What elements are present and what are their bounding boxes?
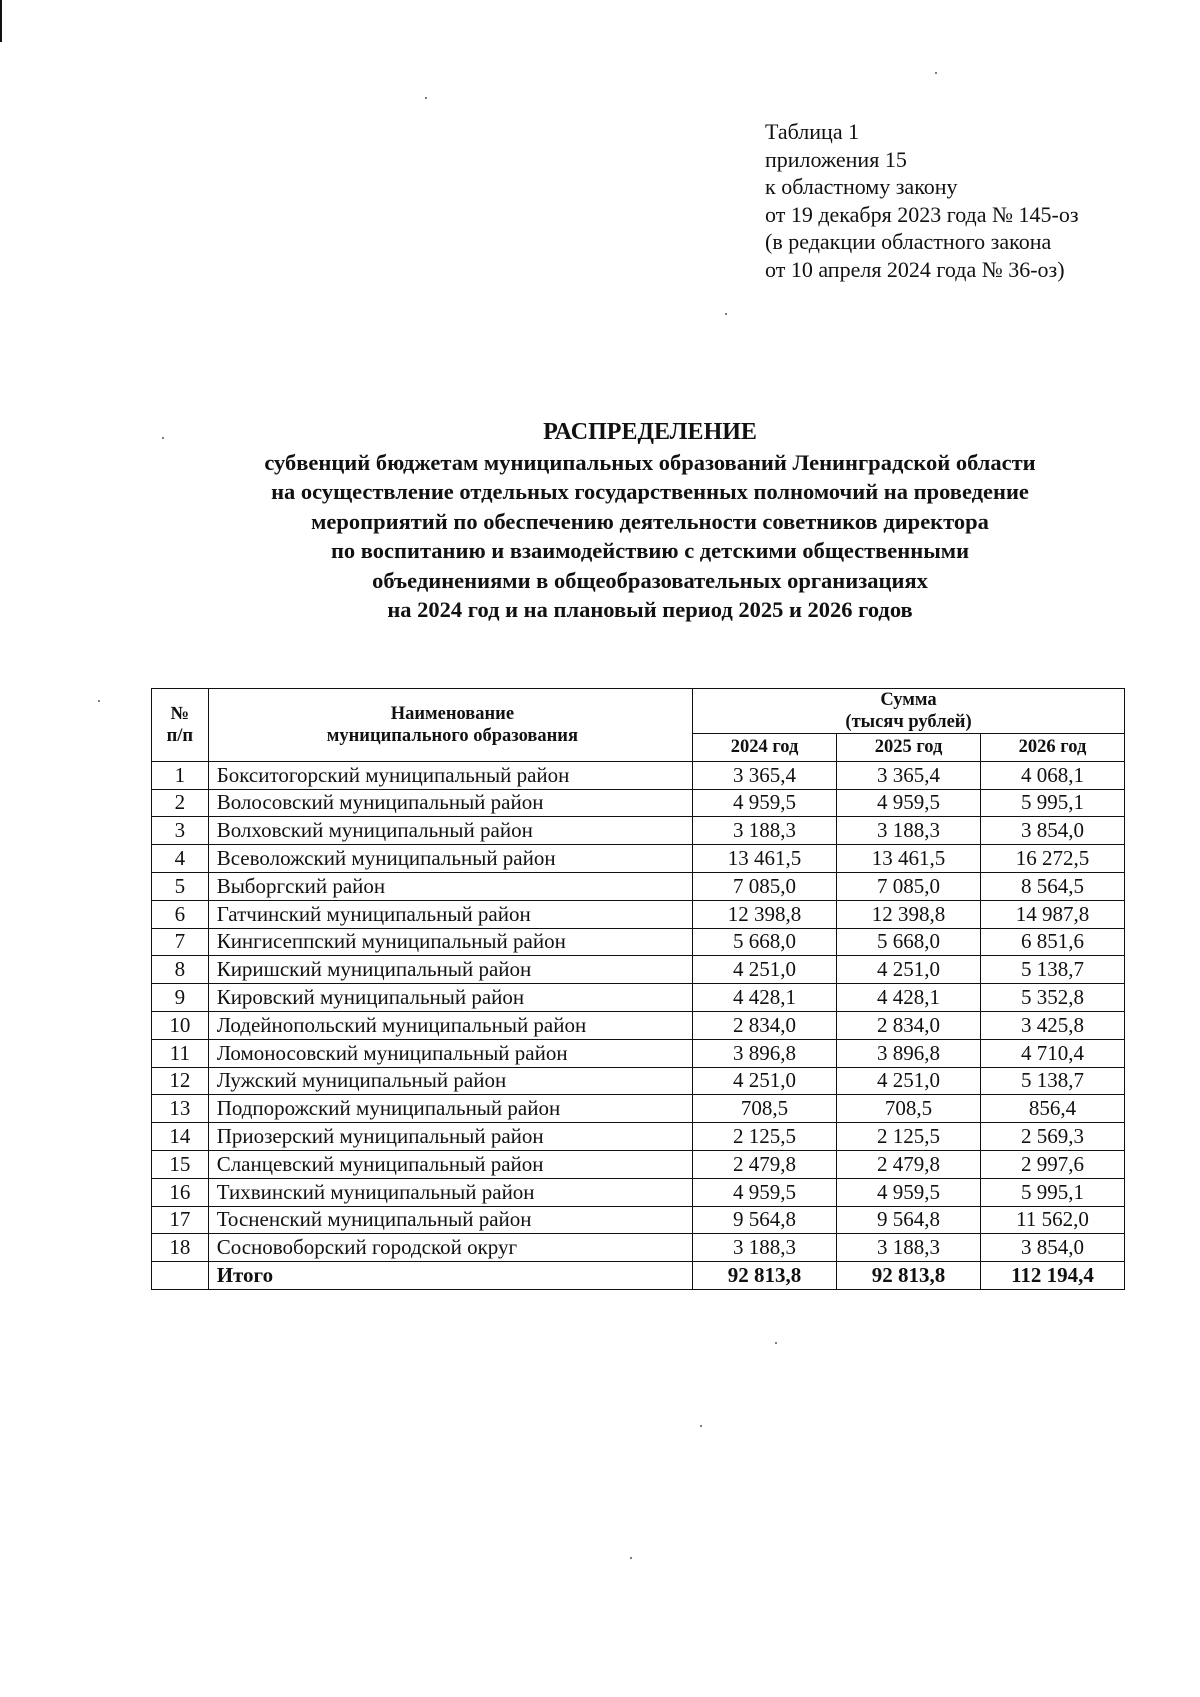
row-value-2025: 4 959,5 xyxy=(837,789,981,817)
scan-speck xyxy=(935,72,937,74)
document-title xyxy=(150,418,1150,625)
row-value-2025: 3 188,3 xyxy=(837,817,981,845)
row-value-2024: 9 564,8 xyxy=(693,1206,837,1234)
row-value-2024: 4 959,5 xyxy=(693,789,837,817)
reference-block xyxy=(765,118,1079,283)
row-value-2025: 3 365,4 xyxy=(837,761,981,789)
table-row xyxy=(152,872,1125,900)
row-value-2024: 5 668,0 xyxy=(693,928,837,956)
row-value-2026: 4 710,4 xyxy=(981,1039,1125,1067)
row-value-2025: 5 668,0 xyxy=(837,928,981,956)
row-number: 15 xyxy=(152,1150,209,1178)
table-row xyxy=(152,1039,1125,1067)
header-sum: Сумма (тысяч рублей) xyxy=(693,689,1125,734)
row-number: 12 xyxy=(152,1067,209,1095)
row-municipality: Гатчинский муниципальный район xyxy=(208,900,692,928)
row-municipality: Кингисеппский муниципальный район xyxy=(208,928,692,956)
header-year-2026: 2026 год xyxy=(981,734,1125,762)
row-value-2025: 2 479,8 xyxy=(837,1150,981,1178)
row-number: 10 xyxy=(152,1011,209,1039)
row-value-2024: 12 398,8 xyxy=(693,900,837,928)
row-value-2024: 4 251,0 xyxy=(693,956,837,984)
row-number: 18 xyxy=(152,1234,209,1262)
row-municipality: Подпорожский муниципальный район xyxy=(208,1095,692,1123)
total-2024: 92 813,8 xyxy=(693,1262,837,1290)
row-number: 5 xyxy=(152,872,209,900)
row-value-2026: 8 564,5 xyxy=(981,872,1125,900)
row-value-2026: 11 562,0 xyxy=(981,1206,1125,1234)
scan-speck xyxy=(725,313,727,315)
row-value-2025: 2 125,5 xyxy=(837,1123,981,1151)
reference-line: приложения 15 xyxy=(765,146,907,172)
row-number: 11 xyxy=(152,1039,209,1067)
total-num-cell xyxy=(152,1262,209,1290)
row-value-2025: 4 959,5 xyxy=(837,1178,981,1206)
header-year-2025: 2025 год xyxy=(837,734,981,762)
row-number: 9 xyxy=(152,984,209,1012)
table-row xyxy=(152,1095,1125,1123)
row-value-2024: 3 896,8 xyxy=(693,1039,837,1067)
total-2025: 92 813,8 xyxy=(837,1262,981,1290)
row-municipality: Кировский муниципальный район xyxy=(208,984,692,1012)
table-row xyxy=(152,1011,1125,1039)
row-value-2025: 13 461,5 xyxy=(837,845,981,873)
row-value-2025: 4 251,0 xyxy=(837,956,981,984)
title-line: на 2024 год и на плановый период 2025 и 2026 годов xyxy=(387,597,913,622)
scan-speck xyxy=(700,1425,702,1427)
row-value-2024: 2 479,8 xyxy=(693,1150,837,1178)
table-row xyxy=(152,761,1125,789)
row-value-2026: 5 352,8 xyxy=(981,984,1125,1012)
table-body xyxy=(152,761,1125,1261)
header-name: Наименование муниципального образования xyxy=(208,689,692,762)
row-value-2024: 4 959,5 xyxy=(693,1178,837,1206)
row-value-2024: 708,5 xyxy=(693,1095,837,1123)
row-value-2025: 3 896,8 xyxy=(837,1039,981,1067)
table-row xyxy=(152,1067,1125,1095)
title-line: мероприятий по обеспечению деятельности советников директора xyxy=(311,508,989,534)
total-2026: 112 194,4 xyxy=(981,1262,1125,1290)
row-number: 13 xyxy=(152,1095,209,1123)
scan-speck xyxy=(630,1557,632,1559)
row-value-2025: 4 251,0 xyxy=(837,1067,981,1095)
row-municipality: Выборгский район xyxy=(208,872,692,900)
row-value-2025: 12 398,8 xyxy=(837,900,981,928)
row-value-2025: 708,5 xyxy=(837,1095,981,1123)
row-value-2026: 5 138,7 xyxy=(981,1067,1125,1095)
scan-speck xyxy=(98,700,100,702)
row-municipality: Лужский муниципальный район xyxy=(208,1067,692,1095)
row-value-2026: 4 068,1 xyxy=(981,761,1125,789)
row-value-2024: 7 085,0 xyxy=(693,872,837,900)
table-row xyxy=(152,900,1125,928)
row-value-2024: 2 834,0 xyxy=(693,1011,837,1039)
row-value-2026: 5 138,7 xyxy=(981,956,1125,984)
title-line: субвенций бюджетам муниципальных образований Ленинградской области xyxy=(264,449,1036,475)
table-row xyxy=(152,956,1125,984)
row-municipality: Приозерский муниципальный район xyxy=(208,1123,692,1151)
row-value-2024: 13 461,5 xyxy=(693,845,837,873)
row-value-2025: 2 834,0 xyxy=(837,1011,981,1039)
row-value-2026: 5 995,1 xyxy=(981,789,1125,817)
row-number: 7 xyxy=(152,928,209,956)
row-number: 14 xyxy=(152,1123,209,1151)
row-number: 4 xyxy=(152,845,209,873)
row-value-2026: 2 569,3 xyxy=(981,1123,1125,1151)
row-value-2026: 16 272,5 xyxy=(981,845,1125,873)
row-number: 8 xyxy=(152,956,209,984)
row-number: 2 xyxy=(152,789,209,817)
row-value-2024: 4 251,0 xyxy=(693,1067,837,1095)
row-value-2024: 3 188,3 xyxy=(693,817,837,845)
row-municipality: Волховский муниципальный район xyxy=(208,817,692,845)
scan-speck xyxy=(425,97,427,99)
reference-line: (в редакции областного закона xyxy=(765,229,1052,254)
total-row xyxy=(152,1262,1125,1290)
table-row xyxy=(152,984,1125,1012)
row-value-2024: 2 125,5 xyxy=(693,1123,837,1151)
row-value-2025: 3 188,3 xyxy=(837,1234,981,1262)
table-row xyxy=(152,928,1125,956)
total-label: Итого xyxy=(208,1262,692,1290)
row-value-2026: 856,4 xyxy=(981,1095,1125,1123)
row-number: 16 xyxy=(152,1178,209,1206)
title-main: РАСПРЕДЕЛЕНИЕ xyxy=(543,419,757,445)
header-num: № п/п xyxy=(152,689,209,762)
table-row xyxy=(152,1234,1125,1262)
row-value-2024: 4 428,1 xyxy=(693,984,837,1012)
header-year-2024: 2024 год xyxy=(693,734,837,762)
scan-speck xyxy=(775,1342,777,1344)
table-row xyxy=(152,1206,1125,1234)
row-municipality: Лодейнопольский муниципальный район xyxy=(208,1011,692,1039)
table-row xyxy=(152,845,1125,873)
distribution-table xyxy=(151,688,1125,1290)
row-value-2026: 6 851,6 xyxy=(981,928,1125,956)
row-value-2026: 3 425,8 xyxy=(981,1011,1125,1039)
row-municipality: Сланцевский муниципальный район xyxy=(208,1150,692,1178)
title-line: по воспитанию и взаимодействию с детскими общественными xyxy=(330,538,970,563)
title-line: на осуществление отдельных государственных полномочий на проведение xyxy=(271,479,1029,504)
row-municipality: Тосненский муниципальный район xyxy=(208,1206,692,1234)
row-value-2026: 2 997,6 xyxy=(981,1150,1125,1178)
row-value-2025: 4 428,1 xyxy=(837,984,981,1012)
row-municipality: Тихвинский муниципальный район xyxy=(208,1178,692,1206)
title-line: объединениями в общеобразовательных организациях xyxy=(372,567,928,593)
reference-line: от 10 апреля 2024 года № 36-оз) xyxy=(765,256,1065,282)
row-value-2026: 14 987,8 xyxy=(981,900,1125,928)
table-row xyxy=(152,1123,1125,1151)
row-municipality: Киришский муниципальный район xyxy=(208,956,692,984)
scan-edge-mark xyxy=(0,0,2,42)
table-row xyxy=(152,817,1125,845)
row-value-2026: 5 995,1 xyxy=(981,1178,1125,1206)
row-number: 3 xyxy=(152,817,209,845)
row-municipality: Ломоносовский муниципальный район xyxy=(208,1039,692,1067)
row-value-2024: 3 188,3 xyxy=(693,1234,837,1262)
row-number: 17 xyxy=(152,1206,209,1234)
row-municipality: Всеволожский муниципальный район xyxy=(208,845,692,873)
table-row xyxy=(152,789,1125,817)
table-row xyxy=(152,1178,1125,1206)
row-municipality: Сосновоборский городской округ xyxy=(208,1234,692,1262)
row-value-2026: 3 854,0 xyxy=(981,1234,1125,1262)
row-value-2025: 9 564,8 xyxy=(837,1206,981,1234)
row-value-2025: 7 085,0 xyxy=(837,872,981,900)
table-row xyxy=(152,1150,1125,1178)
row-value-2024: 3 365,4 xyxy=(693,761,837,789)
reference-line: к областному закону xyxy=(765,174,958,199)
row-municipality: Бокситогорский муниципальный район xyxy=(208,761,692,789)
reference-line: от 19 декабря 2023 года № 145-оз xyxy=(765,201,1079,227)
reference-line: Таблица 1 xyxy=(765,119,860,144)
row-municipality: Волосовский муниципальный район xyxy=(208,789,692,817)
scan-speck xyxy=(162,437,164,439)
row-number: 6 xyxy=(152,900,209,928)
row-value-2026: 3 854,0 xyxy=(981,817,1125,845)
row-number: 1 xyxy=(152,761,209,789)
